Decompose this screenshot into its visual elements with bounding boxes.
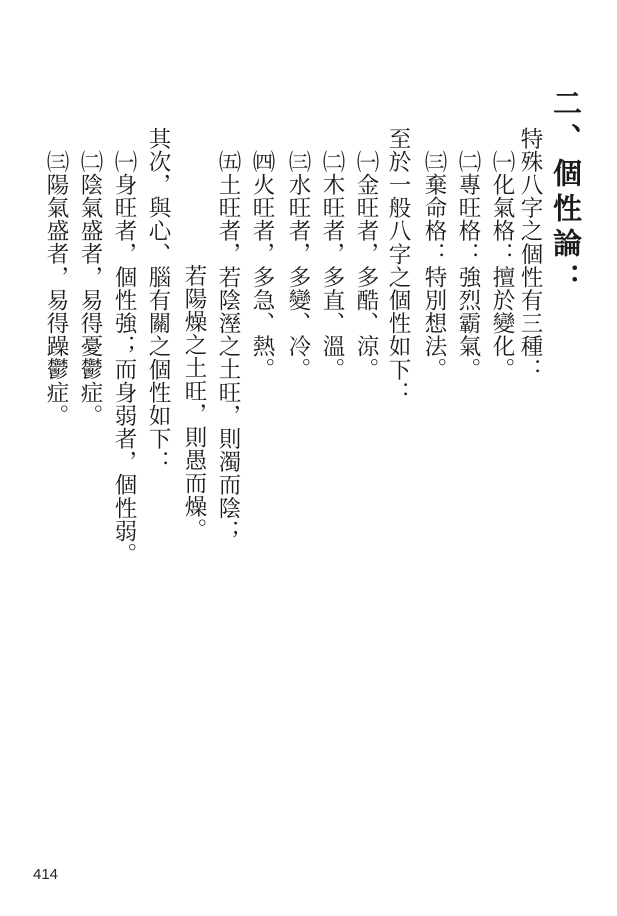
general-intro: 至於一般八字之個性如下： bbox=[385, 127, 411, 405]
organ-type-1: ㈠身旺者，個性強；而身弱者，個性弱。 bbox=[111, 150, 137, 566]
special-type-2: ㈡專旺格：強烈霸氣。 bbox=[455, 150, 481, 381]
general-type-5-continued: 若陽燥之土旺，則愚而燥。 bbox=[181, 264, 207, 542]
special-type-1: ㈠化氣格：擅於變化。 bbox=[489, 150, 515, 381]
page-number: 414 bbox=[33, 866, 59, 883]
special-intro: 特殊八字之個性有三種： bbox=[517, 127, 543, 382]
organ-intro: 其次，與心、腦有關之個性如下： bbox=[145, 127, 171, 474]
special-type-3: ㈢棄命格：特別想法。 bbox=[421, 150, 447, 381]
section-heading: 二、個性論： bbox=[549, 88, 583, 298]
general-type-5: ㈤土旺者，若陰溼之土旺，則濁而陰； bbox=[215, 150, 241, 543]
general-type-1: ㈠金旺者，多酷、涼。 bbox=[353, 150, 379, 381]
organ-type-2: ㈡陰氣盛者，易得憂鬱症。 bbox=[77, 150, 103, 428]
general-type-4: ㈣火旺者，多急、熱。 bbox=[249, 150, 275, 381]
general-type-3: ㈢水旺者，多變、冷。 bbox=[285, 150, 311, 381]
general-type-2: ㈡木旺者，多直、溫。 bbox=[319, 150, 345, 381]
organ-type-3: ㈢陽氣盛者，易得躁鬱症。 bbox=[43, 150, 69, 428]
